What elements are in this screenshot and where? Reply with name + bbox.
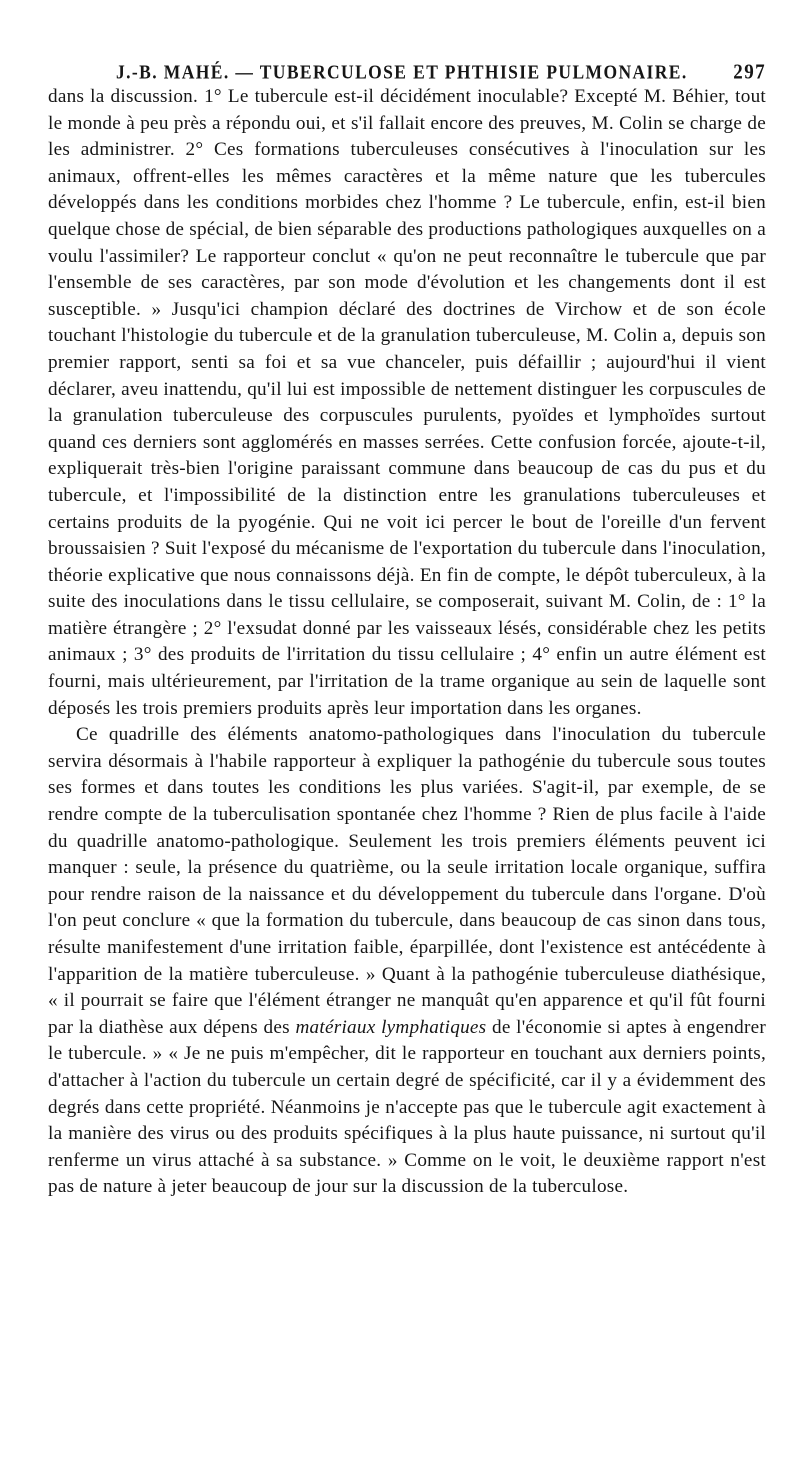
running-head-title: J.-B. MAHÉ. — TUBERCULOSE ET PHTHISIE PULMONAIRE. — [116, 60, 688, 83]
paragraph-1: dans la discussion. 1° Le tubercule est-il décidément inoculable? Excepté M. Béhier, tout le monde à peu près a répondu oui, et s'il fallait encore des preuves, M. Colin se charge de les administrer. 2° Ces formations tuberculeuses consécutives à l'inoculation sur les animaux, offrent-elles les mêmes caractères et la même nature que les tubercules développés dans les conditions morbides chez l'homme ? Le tubercule, enfin, est-il bien quelque chose de spécial, de bien séparable des productions pathologiques auxquelles on a voulu l'assimiler? Le rapporteur conclut « qu'on ne peut reconnaître le tubercule que par l'ensemble de ses caractères, par son mode d'évolution et les changements dont il est susceptible. » Jusqu'ici champion déclaré des doctrines de Virchow et de son école touchant l'histologie du tubercule et de la granulation tuberculeuse, M. Colin a, depuis son premier rapport, senti sa foi et sa vue chanceler, puis défaillir ; aujourd'hui il vient déclarer, aveu inattendu, qu'il lui est impossible de nettement distinguer les corpuscules de la granulation tuberculeuse des corpuscules purulents, pyoïdes et lymphoïdes surtout quand ces derniers sont agglomérés en masses serrées. Cette confusion forcée, ajoute-t-il, expliquerait très-bien l'origine paraissant commune dans beaucoup de cas du pus et du tubercule, et l'impossibilité de la distinction entre les granulations tuberculeuses et certains produits de la pyogénie. Qui ne voit ici percer le bout de l'oreille d'un fervent broussaisien ? Suit l'exposé du mécanisme de l'exportation du tubercule dans l'inoculation, théorie explicative que nous connaissons déjà. En fin de compte, le dépôt tuberculeux, à la suite des inoculations dans le tissu cellulaire, se composerait, suivant M. Colin, de : 1° la matière étrangère ; 2° l'exsudat donné par les vaisseaux lésés, considérable chez les petits animaux ; 3° des produits de l'irritation du tissu cellulaire ; 4° enfin un autre élément est fourni, mais ultérieurement, par l'irritation de la trame organique au sein de laquelle sont déposés les trois premiers produits après leur importation dans les organes. — [48, 86, 766, 719]
paragraph-2 — [48, 722, 766, 1201]
paragraph-2-start: Ce quadrille des éléments anatomo-pathologiques dans l'inoculation du tubercule servira désormais à l'habile rapporteur à expliquer la pathogénie du tubercule sous toutes ses formes et dans toutes les conditions les plus variées. S'agit-il, par exemple, de se rendre compte de la tuberculisation spontanée chez l'homme ? Rien de plus facile à l'aide du quadrille anatomo-pathologique. Seulement les trois premiers éléments peuvent ici manquer : seule, la présence du quatrième, ou la seule irritation locale organique, suffira pour rendre raison de la naissance et du développement du tubercule dans l'organe. D'où l'on peut conclure « que la formation du tubercule, dans beaucoup de cas sinon dans tous, résulte manifestement d'une irritation faible, éparpillée, dont l'existence est antécédente à l'apparition de la matière tuberculeuse. » Quant à la pathogénie tuberculeuse diathésique, « il pourrait se faire que l'élément étranger ne manquât qu'en apparence et qu'il fût fourni par la diathèse aux dépens des — [48, 724, 766, 1038]
italic-phrase: matériaux lymphatiques — [295, 1016, 487, 1038]
running-head — [48, 46, 766, 86]
page-number: 297 — [733, 60, 766, 84]
book-page — [48, 48, 766, 1201]
paragraph-2-end: de l'économie si aptes à engendrer le tubercule. » « Je ne puis m'empêcher, dit le rapporteur en touchant aux derniers points, d'attacher à l'action du tubercule un certain degré de spécificité, car il y a évidemment des degrés dans cette propriété. Néanmoins je n'accepte pas que le tubercule agit exactement à la manière des virus ou des produits spécifiques à la plus haute puissance, ni surtout qu'il renferme un virus attaché à sa substance. » Comme on le voit, le deuxième rapport n'est pas de nature à jeter beaucoup de jour sur la discussion de la tuberculose. — [48, 1016, 766, 1198]
